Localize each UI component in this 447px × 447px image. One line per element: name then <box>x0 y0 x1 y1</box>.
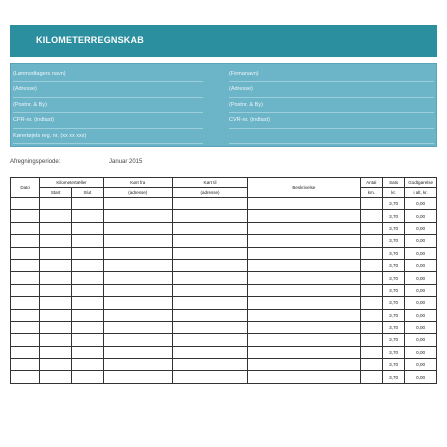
from-address-cell[interactable] <box>103 321 172 333</box>
description-cell[interactable] <box>248 259 361 271</box>
to-address-cell[interactable] <box>172 297 247 309</box>
total-cell[interactable]: 0,00 <box>405 309 437 321</box>
description-cell[interactable] <box>248 309 361 321</box>
total-cell[interactable]: 0,00 <box>405 334 437 346</box>
from-address-cell[interactable] <box>103 334 172 346</box>
table-row <box>11 321 437 333</box>
table-row <box>11 198 437 210</box>
km-count-cell[interactable] <box>360 247 382 259</box>
col-header-description: Beskrivelse <box>248 178 361 198</box>
date-cell[interactable] <box>11 210 40 222</box>
odometer-end-cell[interactable] <box>72 235 104 247</box>
from-address-cell[interactable] <box>103 371 172 383</box>
total-cell[interactable]: 0,00 <box>405 247 437 259</box>
description-cell[interactable] <box>248 235 361 247</box>
odometer-start-cell[interactable] <box>40 235 72 247</box>
total-cell[interactable]: 0,00 <box>405 371 437 383</box>
description-cell[interactable] <box>248 210 361 222</box>
vehicle-reg-field[interactable]: Kørertøjets reg. nr. (xx xx xxx) <box>13 129 203 144</box>
odometer-end-cell[interactable] <box>72 334 104 346</box>
date-cell[interactable] <box>11 321 40 333</box>
odometer-start-cell[interactable] <box>40 198 72 210</box>
odometer-start-cell[interactable] <box>40 346 72 358</box>
from-address-cell[interactable] <box>103 198 172 210</box>
km-count-cell[interactable] <box>360 309 382 321</box>
odometer-end-cell[interactable] <box>72 284 104 296</box>
col-header-date: Dato <box>11 178 40 198</box>
to-address-cell[interactable] <box>172 247 247 259</box>
odometer-end-cell[interactable] <box>72 198 104 210</box>
table-row <box>11 247 437 259</box>
odometer-start-cell[interactable] <box>40 272 72 284</box>
to-address-cell[interactable] <box>172 321 247 333</box>
period-row <box>10 159 143 165</box>
table-row <box>11 359 437 371</box>
rate-cell[interactable]: 3,70 <box>382 198 404 210</box>
description-cell[interactable] <box>248 247 361 259</box>
from-address-cell[interactable] <box>103 235 172 247</box>
odometer-end-cell[interactable] <box>72 259 104 271</box>
total-cell[interactable]: 0,00 <box>405 235 437 247</box>
col-header-from-sub: (adresse) <box>103 188 172 198</box>
rate-cell[interactable]: 3,70 <box>382 321 404 333</box>
date-cell[interactable] <box>11 247 40 259</box>
km-count-cell[interactable] <box>360 259 382 271</box>
description-cell[interactable] <box>248 297 361 309</box>
rate-cell[interactable]: 3,70 <box>382 334 404 346</box>
to-address-cell[interactable] <box>172 359 247 371</box>
odometer-end-cell[interactable] <box>72 321 104 333</box>
table-row <box>11 222 437 234</box>
table-row <box>11 371 437 383</box>
odometer-end-cell[interactable] <box>72 346 104 358</box>
from-address-cell[interactable] <box>103 359 172 371</box>
date-cell[interactable] <box>11 371 40 383</box>
col-header-start: Start <box>40 188 72 198</box>
date-cell[interactable] <box>11 297 40 309</box>
odometer-end-cell[interactable] <box>72 210 104 222</box>
mileage-table-body <box>11 198 437 384</box>
odometer-end-cell[interactable] <box>72 297 104 309</box>
mileage-table <box>10 177 437 384</box>
date-cell[interactable] <box>11 334 40 346</box>
to-address-cell[interactable] <box>172 259 247 271</box>
odometer-end-cell[interactable] <box>72 309 104 321</box>
rate-cell[interactable]: 3,70 <box>382 359 404 371</box>
rate-cell[interactable]: 3,70 <box>382 371 404 383</box>
to-address-cell[interactable] <box>172 309 247 321</box>
odometer-start-cell[interactable] <box>40 259 72 271</box>
company-info <box>229 67 434 144</box>
odometer-end-cell[interactable] <box>72 359 104 371</box>
km-count-cell[interactable] <box>360 272 382 284</box>
cvr-field[interactable]: CVR-nr. (indtast) <box>229 113 434 128</box>
km-count-cell[interactable] <box>360 359 382 371</box>
rate-cell[interactable]: 3,70 <box>382 309 404 321</box>
odometer-end-cell[interactable] <box>72 371 104 383</box>
rate-cell[interactable]: 3,70 <box>382 346 404 358</box>
total-cell[interactable]: 0,00 <box>405 359 437 371</box>
employee-info <box>13 67 203 144</box>
to-address-cell[interactable] <box>172 371 247 383</box>
to-address-cell[interactable] <box>172 272 247 284</box>
table-row <box>11 210 437 222</box>
date-cell[interactable] <box>11 284 40 296</box>
km-count-cell[interactable] <box>360 371 382 383</box>
table-row <box>11 272 437 284</box>
rate-cell[interactable]: 3,70 <box>382 272 404 284</box>
to-address-cell[interactable] <box>172 235 247 247</box>
date-cell[interactable] <box>11 272 40 284</box>
to-address-cell[interactable] <box>172 334 247 346</box>
from-address-cell[interactable] <box>103 222 172 234</box>
total-cell[interactable]: 0,00 <box>405 259 437 271</box>
km-count-cell[interactable] <box>360 334 382 346</box>
table-row <box>11 235 437 247</box>
col-header-rate: Sats <box>382 178 404 188</box>
rate-cell[interactable]: 3,70 <box>382 235 404 247</box>
col-header-to-sub: (adresse) <box>172 188 247 198</box>
table-row <box>11 334 437 346</box>
description-cell[interactable] <box>248 284 361 296</box>
to-address-cell[interactable] <box>172 210 247 222</box>
cpr-field[interactable]: CPR-nr. (indtast) <box>13 113 203 128</box>
table-row <box>11 284 437 296</box>
info-box <box>10 63 437 147</box>
description-cell[interactable] <box>248 334 361 346</box>
document-title: KILOMETERREGNSKAB <box>36 35 144 45</box>
from-address-cell[interactable] <box>103 346 172 358</box>
from-address-cell[interactable] <box>103 309 172 321</box>
total-cell[interactable]: 0,00 <box>405 222 437 234</box>
odometer-start-cell[interactable] <box>40 210 72 222</box>
from-address-cell[interactable] <box>103 272 172 284</box>
table-row <box>11 346 437 358</box>
total-cell[interactable]: 0,00 <box>405 210 437 222</box>
company-postal-field[interactable]: (Postnr. & By) <box>229 98 434 113</box>
rate-cell[interactable]: 3,70 <box>382 284 404 296</box>
km-count-cell[interactable] <box>360 210 382 222</box>
from-address-cell[interactable] <box>103 259 172 271</box>
to-address-cell[interactable] <box>172 284 247 296</box>
description-cell[interactable] <box>248 222 361 234</box>
date-cell[interactable] <box>11 346 40 358</box>
odometer-start-cell[interactable] <box>40 284 72 296</box>
description-cell[interactable] <box>248 371 361 383</box>
employee-name-field[interactable]: (Lønmodtagers navn) <box>13 67 203 82</box>
from-address-cell[interactable] <box>103 210 172 222</box>
km-count-cell[interactable] <box>360 198 382 210</box>
period-value[interactable]: Januar 2015 <box>109 159 143 165</box>
rate-cell[interactable]: 3,70 <box>382 222 404 234</box>
odometer-start-cell[interactable] <box>40 222 72 234</box>
col-header-total-sub: i alt, kr. <box>405 188 437 198</box>
col-header-count: Antal <box>360 178 382 188</box>
odometer-start-cell[interactable] <box>40 247 72 259</box>
total-cell[interactable]: 0,00 <box>405 198 437 210</box>
date-cell[interactable] <box>11 259 40 271</box>
col-header-odometer: Kilometertæller <box>40 178 103 188</box>
employee-postal-field[interactable]: (Postnr. & By) <box>13 98 203 113</box>
description-cell[interactable] <box>248 321 361 333</box>
total-cell[interactable]: 0,00 <box>405 321 437 333</box>
total-cell[interactable]: 0,00 <box>405 272 437 284</box>
rate-cell[interactable]: 3,70 <box>382 259 404 271</box>
odometer-start-cell[interactable] <box>40 321 72 333</box>
total-cell[interactable]: 0,00 <box>405 346 437 358</box>
odometer-start-cell[interactable] <box>40 309 72 321</box>
employee-address-field[interactable]: (Adresse) <box>13 82 203 97</box>
odometer-start-cell[interactable] <box>40 371 72 383</box>
from-address-cell[interactable] <box>103 284 172 296</box>
date-cell[interactable] <box>11 198 40 210</box>
odometer-end-cell[interactable] <box>72 272 104 284</box>
total-cell[interactable]: 0,00 <box>405 284 437 296</box>
company-name-field[interactable]: (Firmanavn) <box>229 67 434 82</box>
date-cell[interactable] <box>11 235 40 247</box>
odometer-start-cell[interactable] <box>40 334 72 346</box>
table-row <box>11 309 437 321</box>
description-cell[interactable] <box>248 272 361 284</box>
km-count-cell[interactable] <box>360 346 382 358</box>
km-count-cell[interactable] <box>360 297 382 309</box>
km-count-cell[interactable] <box>360 284 382 296</box>
col-header-total: Godtgørelse <box>405 178 437 188</box>
company-extra-field[interactable] <box>229 129 434 144</box>
rate-cell[interactable]: 3,70 <box>382 297 404 309</box>
company-address-field[interactable]: (Adresse) <box>229 82 434 97</box>
odometer-end-cell[interactable] <box>72 247 104 259</box>
odometer-start-cell[interactable] <box>40 297 72 309</box>
km-count-cell[interactable] <box>360 235 382 247</box>
to-address-cell[interactable] <box>172 198 247 210</box>
odometer-start-cell[interactable] <box>40 359 72 371</box>
description-cell[interactable] <box>248 198 361 210</box>
km-count-cell[interactable] <box>360 222 382 234</box>
km-count-cell[interactable] <box>360 321 382 333</box>
date-cell[interactable] <box>11 309 40 321</box>
from-address-cell[interactable] <box>103 247 172 259</box>
rate-cell[interactable]: 3,70 <box>382 247 404 259</box>
table-row <box>11 297 437 309</box>
col-header-count-sub: km. <box>360 188 382 198</box>
table-row <box>11 259 437 271</box>
rate-cell[interactable]: 3,70 <box>382 210 404 222</box>
total-cell[interactable]: 0,00 <box>405 297 437 309</box>
description-cell[interactable] <box>248 359 361 371</box>
date-cell[interactable] <box>11 359 40 371</box>
description-cell[interactable] <box>248 346 361 358</box>
col-header-rate-sub: kr. <box>382 188 404 198</box>
col-header-from: Kørt fra <box>103 178 172 188</box>
col-header-to: Kørt til <box>172 178 247 188</box>
to-address-cell[interactable] <box>172 222 247 234</box>
col-header-end: Slut <box>72 188 104 198</box>
odometer-end-cell[interactable] <box>72 222 104 234</box>
date-cell[interactable] <box>11 222 40 234</box>
from-address-cell[interactable] <box>103 297 172 309</box>
title-bar <box>10 25 437 57</box>
period-label: Afregningsperiode: <box>10 159 61 165</box>
to-address-cell[interactable] <box>172 346 247 358</box>
